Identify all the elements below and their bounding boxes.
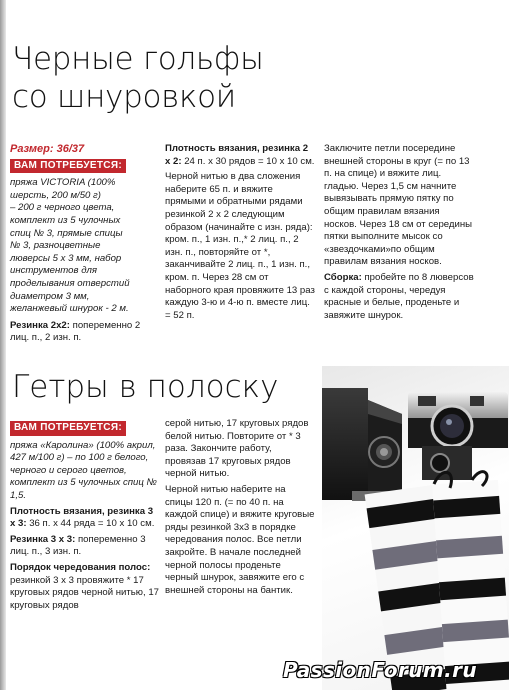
order-label: Порядок чередования полос: — [10, 561, 151, 573]
materials-line: шерсть, 200 м/50 г) — [10, 189, 101, 201]
materials-line: инструментов для — [10, 265, 98, 277]
article1-column1 — [10, 143, 158, 348]
rib-label: Резинка 2х2: — [10, 319, 70, 331]
watermark-logo: PassionForum.ru — [283, 658, 478, 682]
article2-order — [10, 562, 160, 612]
materials-line: комплект из 5 чулочных — [10, 214, 121, 226]
density2-label: Плотность вязания, резинка 3 х 3: — [10, 505, 154, 530]
cameras-and-leg-warmers-image — [322, 366, 509, 690]
article1-materials — [10, 177, 158, 316]
order-text: резинкой 3 х 3 провяжите * 17 круговых рядов черной нитью, 17 круговых рядов — [10, 574, 159, 611]
article1-title-line1: Черные гольфы — [12, 41, 264, 77]
rangefinder-camera — [408, 392, 508, 448]
article2-rib — [10, 534, 160, 559]
article1-instructions: Черной нитью в два сложения наберите 65 п. и вяжите прямыми и обратными рядами резинкой 2 х 2 следующим образом (начинайте с изн. ряда): кром. п., 1 изн. п.,* 2 лиц. п., 2 изн. п., повторяйте от *, заканчивайте 2 лиц. п., 1 изн. п., кром. п. Через 28 см от наборного края провяжите 13 раз каждую 3-ю и 4-ю п. вместе лиц. = 52 п. — [165, 171, 315, 321]
article2-density — [10, 506, 160, 531]
materials-line: диаметром 3 мм, — [10, 290, 90, 302]
folding-camera — [322, 388, 407, 501]
rib2-label: Резинка 3 х 3: — [10, 533, 76, 545]
size-line: Размер: 36/37 — [10, 143, 85, 155]
density-label: Плотность вязания, резинка 2 х 2: — [165, 143, 309, 167]
article1-column3 — [324, 143, 474, 325]
materials-line: проделывания отверстий — [10, 277, 130, 289]
materials-line: спиц № 3, прямые спицы — [10, 227, 123, 239]
materials-line: люверсы 5 х 3 мм, набор — [10, 252, 122, 264]
materials-line: пряжа VICTORIA (100% — [10, 177, 116, 189]
need-badge-1: ВАМ ПОТРЕБУЕТСЯ: — [10, 159, 126, 174]
article2-instructions: Черной нитью наберите на спицы 120 п. (= по 40 п. на каждой спице) и вяжите круговые ряды резинкой 3х3 в порядке чередования полос. Все петли закройте. В начале последней черной полосы проденьте черный шнурок, завяжите его с внешней стороны на бантик. — [165, 483, 315, 596]
density-text: 24 п. х 30 рядов = 10 х 10 см. — [181, 155, 315, 167]
article1-column2 — [165, 143, 315, 325]
rib2-text: попеременно 3 лиц. п., 3 изн. п. — [10, 533, 146, 558]
assembly-text: пробейте по 8 люверсов с каждой стороны, чередуя красные и белые, проденьте и завяжите шнурок. — [324, 271, 474, 321]
product-photo — [322, 366, 509, 690]
rib-text: попеременно 2 лиц. п., 2 изн. п. — [10, 319, 141, 344]
need-badge-2: ВАМ ПОТРЕБУЕТСЯ: — [10, 421, 126, 436]
article1-rib — [10, 320, 158, 345]
article2-order-continued: серой нитью, 17 круговых рядов белой нитью. Повторите от * 3 раза. Закончите работу, провязав 17 круговых рядов черной нитью. — [165, 418, 309, 480]
materials-line: – 200 г черного цвета, — [10, 202, 115, 214]
article1-assembly — [324, 272, 474, 322]
density2-text: 36 п. х 44 ряда = 10 х 10 см. — [26, 518, 155, 530]
article2-title: Гетры в полоску — [12, 369, 279, 405]
assembly-label: Сборка: — [324, 271, 362, 283]
materials-line: № 3, разноцветные — [10, 240, 101, 252]
materials-line: желанжевый шнурок - 2 м. — [10, 303, 129, 315]
article1-density — [165, 143, 315, 168]
box-camera — [422, 446, 472, 480]
article1-title-line2: со шнуровкой — [12, 79, 236, 115]
article2-column1 — [10, 418, 160, 615]
page-spine-shadow — [0, 0, 6, 690]
article2-column2 — [165, 418, 315, 600]
article2-materials: пряжа «Каролина» (100% акрил, 427 м/100 г) – по 100 г белого, черного и серого цветов, комплект из 5 чулочных спиц № 1,5. — [10, 439, 157, 501]
article1-title — [12, 40, 312, 116]
article1-foot-instructions: Заключите петли посередине внешней стороны в круг (= по 13 п. на спице) и вяжите лиц. гладью. Через 1,5 см начните вывязывать прямую пятку по общим правилам вязания носков. Через 18 см от середины пятки выполните мысок со «звездочками»по общим правилам вязания носков. — [324, 143, 473, 268]
